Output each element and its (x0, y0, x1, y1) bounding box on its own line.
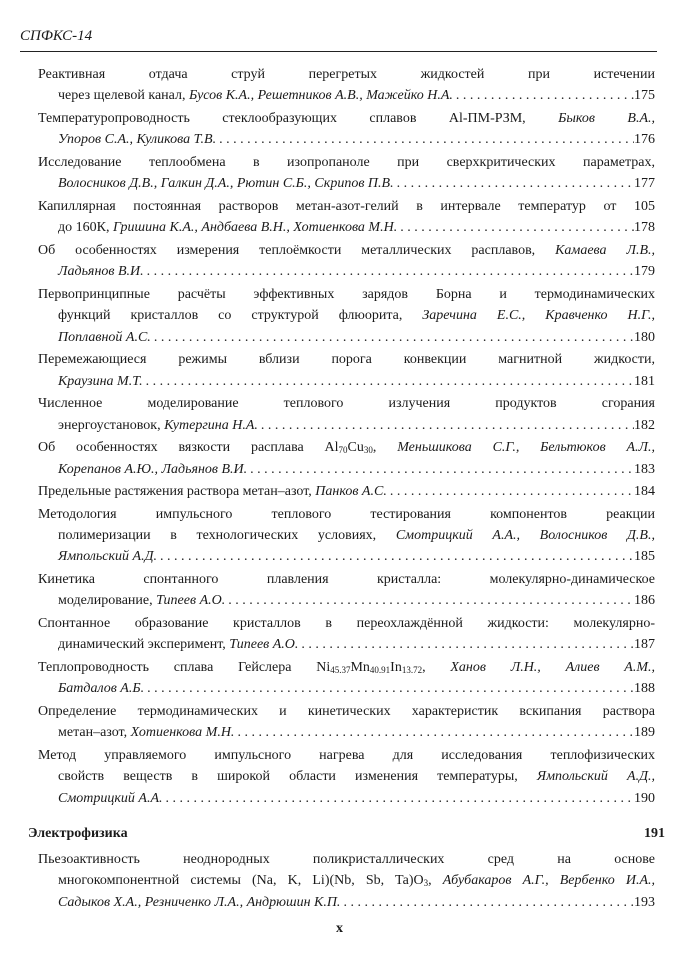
entry-page: 180 (634, 329, 655, 345)
entry-title: до 160К, (58, 220, 113, 236)
page-number: x (336, 921, 343, 936)
toc-entry[interactable] (38, 481, 655, 502)
entry-title: Метод управляемого импульсного нагрева для исследования теплофизических (38, 747, 655, 763)
entry-text (58, 371, 143, 392)
entry-page: 183 (634, 461, 655, 477)
entry-line (38, 85, 655, 106)
entry-authors: Садыков Х.А., Резниченко Л.А., Андрюшин К.П. (58, 894, 341, 910)
dot-leader (387, 481, 634, 502)
entry-text (58, 261, 144, 282)
entry-title: Первопринципные расчёты эффективных зарядов Борна и термодинамических (38, 286, 655, 302)
dot-leader (216, 129, 634, 150)
section-page: 191 (644, 826, 665, 842)
entry-title: функций кристаллов со структурой флюорита, (58, 308, 423, 324)
entry-title: , (428, 873, 443, 889)
entry-authors: Ямпольский А.Д. (58, 549, 157, 565)
entry-line (38, 173, 655, 194)
entry-page: 175 (634, 88, 655, 104)
entry-line (38, 766, 655, 787)
entry-title: метан–азот, (58, 725, 131, 741)
entry-line (38, 284, 655, 305)
dot-leader (258, 415, 634, 436)
entry-line (38, 108, 655, 129)
entry-authors: Абубакаров А.Г., Вербенко И.А., (442, 873, 656, 889)
dot-leader (298, 634, 634, 655)
entry-line (38, 849, 655, 870)
entry-title: через щелевой канал, (58, 88, 189, 104)
entry-text (58, 788, 163, 809)
entry-authors: Поплавной А.С. (58, 329, 151, 345)
entry-authors: Гришина К.А., Андбаева В.Н., Хотиенкова М.Н. (112, 220, 398, 236)
entry-title: многокомпонентной системы (Na, K, Li)(Nb, Sb, Ta)O (58, 873, 424, 889)
dot-leader (225, 590, 634, 611)
toc-entry[interactable] (38, 108, 655, 151)
entry-line (38, 196, 655, 217)
entry-title: Температуропроводность стеклообразующих сплавов Al-ПМ-РЗМ, (38, 110, 559, 126)
entry-title: Предельные растяжения раствора метан–азот, (38, 484, 316, 500)
entry-title: Об особенностях вязкости расплава Al (38, 440, 339, 456)
entry-authors: Ханов Л.Н., Алиев А.М., (450, 659, 656, 675)
entry-line (38, 590, 655, 611)
entry-authors: Типеев А.О. (156, 593, 226, 609)
entry-line (38, 152, 655, 173)
entry-line (38, 657, 655, 678)
entry-title: Кинетика спонтанного плавления кристалла: молекулярно-динамическое (38, 572, 655, 588)
entry-page: 176 (634, 132, 655, 148)
dot-leader (234, 722, 634, 743)
toc-entries (38, 64, 655, 809)
toc-entry[interactable] (38, 393, 655, 436)
entry-line (38, 569, 655, 590)
entry-text (58, 634, 298, 655)
entry-text (58, 217, 397, 238)
entry-line (38, 870, 655, 891)
toc-entry[interactable] (38, 849, 655, 913)
entry-title: Численное моделирование теплового излучения продуктов сгорания (38, 396, 655, 412)
subscript: 70 (338, 445, 348, 456)
entry-title: In (390, 659, 402, 675)
dot-leader (143, 371, 634, 392)
entry-title: энергоустановок, (58, 417, 165, 433)
entry-line (38, 349, 655, 370)
subscript: 40.91 (369, 664, 391, 675)
entry-line (38, 745, 655, 766)
entry-line (38, 634, 655, 655)
entry-title: Спонтанное образование кристаллов в переохлаждённой жидкости: молекулярно- (38, 616, 655, 632)
entry-authors: Смотрицкий А.А., Волосников Д.В., (395, 528, 655, 544)
entry-page: 184 (634, 484, 655, 500)
entry-authors: Ямпольский А.Д., (536, 769, 656, 785)
entry-page: 177 (634, 176, 655, 192)
entry-authors: Камаева Л.В., (555, 242, 655, 258)
entry-line (38, 892, 655, 913)
entry-title: Перемежающиеся режимы вблизи порога конвекции магнитной жидкости, (38, 352, 655, 368)
entry-page: 182 (634, 417, 655, 433)
dot-leader (144, 261, 634, 282)
dot-leader (163, 788, 634, 809)
entry-authors: Корепанов А.Ю., Ладьянов В.И. (58, 461, 248, 477)
entry-title: динамический эксперимент, (58, 637, 230, 653)
entry-text (38, 481, 387, 502)
entry-line (38, 678, 655, 699)
toc-entry[interactable] (38, 64, 655, 107)
entry-line (38, 371, 655, 392)
entry-text (58, 590, 225, 611)
entry-authors: Смотрицкий А.А. (58, 790, 163, 806)
toc-entries (38, 849, 655, 913)
entry-authors: Ладьянов В.И. (58, 264, 144, 280)
entry-line (38, 504, 655, 525)
entry-authors: Краузина М.Т. (58, 373, 143, 389)
entry-line (38, 129, 655, 150)
toc-entry[interactable] (38, 569, 655, 612)
entry-title: Mn (350, 659, 370, 675)
toc-entry[interactable] (38, 701, 655, 744)
dot-leader (453, 85, 634, 106)
entry-line (38, 415, 655, 436)
entry-line (38, 525, 655, 546)
entry-text (58, 892, 340, 913)
entry-line (38, 305, 655, 326)
toc-entry[interactable] (38, 349, 655, 392)
entry-line (38, 722, 655, 743)
toc-entry[interactable] (38, 745, 655, 809)
entry-text (58, 327, 151, 348)
toc-entry[interactable] (38, 437, 655, 480)
dot-leader (340, 892, 634, 913)
entry-line (38, 481, 655, 502)
entry-authors: Меньшикова С.Г., Бельтюков А.Л., (397, 440, 655, 456)
entry-title: Исследование теплообмена в изопропаноле при сверхкритических параметрах, (38, 154, 655, 170)
entry-title: , (422, 659, 451, 675)
entry-line (38, 788, 655, 809)
entry-authors: Быков В.А., (558, 110, 656, 126)
toc-entry[interactable] (38, 196, 655, 239)
entry-page: 188 (634, 681, 655, 697)
entry-authors: Кутергина Н.А. (164, 417, 258, 433)
entry-page: 186 (634, 593, 655, 609)
entry-text (58, 722, 234, 743)
entry-title: полимеризации в технологических условиях, (58, 528, 396, 544)
entry-text (58, 173, 394, 194)
dot-leader (144, 678, 634, 699)
entry-line (38, 613, 655, 634)
entry-title: свойств веществ в широкой области изменения температуры, (58, 769, 537, 785)
entry-title: Методология импульсного теплового тестирования компонентов реакции (38, 506, 655, 522)
entry-authors: Заречина Е.С., Кравченко Н.Г., (422, 308, 655, 324)
dot-leader (247, 459, 634, 480)
subscript: 3 (423, 878, 429, 889)
entry-authors: Волосников Д.В., Галкин Д.А., Рютин С.Б., Скрипов П.В. (58, 176, 394, 192)
entry-page: 190 (634, 790, 655, 806)
entry-page: 179 (634, 264, 655, 280)
entry-page: 187 (634, 637, 655, 653)
entry-text (58, 415, 258, 436)
entry-authors: Типеев А.О. (229, 637, 299, 653)
section-heading[interactable] (28, 823, 665, 845)
entry-text (58, 678, 144, 699)
subscript: 45.37 (330, 664, 351, 675)
toc-entry[interactable] (38, 504, 655, 568)
entry-authors: Упоров С.А., Куликова Т.В. (58, 132, 217, 148)
toc-entry[interactable] (38, 152, 655, 195)
entry-line (38, 701, 655, 722)
entry-text (58, 85, 453, 106)
toc-entry[interactable] (38, 284, 655, 348)
section-title: Электрофизика (28, 826, 128, 842)
entry-line (38, 240, 655, 261)
entry-line (38, 437, 655, 458)
dot-leader (151, 327, 634, 348)
entry-page: 193 (634, 894, 655, 910)
dot-leader (397, 217, 634, 238)
entry-title: Об особенностях измерения теплоёмкости металлических расплавов, (38, 242, 556, 258)
entry-line (38, 393, 655, 414)
entry-authors: Батдалов А.Б. (58, 681, 145, 697)
entry-line (38, 459, 655, 480)
entry-line (38, 64, 655, 85)
header-rule (20, 51, 657, 52)
entry-page: 185 (634, 549, 655, 565)
entry-text (58, 459, 247, 480)
running-header: СПФКС-14 (20, 28, 93, 44)
table-of-contents (28, 64, 665, 914)
entry-title: моделирование, (58, 593, 157, 609)
entry-title: Капиллярная постоянная растворов метан-азот-гелий в интервале температур от 105 (38, 198, 655, 214)
entry-title: Пьезоактивность неоднородных поликристаллических сред на основе (38, 852, 655, 868)
subscript: 30 (363, 445, 373, 456)
entry-authors: Панков А.С. (315, 484, 387, 500)
dot-leader (157, 546, 634, 567)
entry-line (38, 261, 655, 282)
entry-text (58, 129, 216, 150)
toc-entry[interactable] (38, 657, 655, 700)
entry-authors: Хотиенкова М.Н. (130, 725, 235, 741)
toc-entry[interactable] (38, 613, 655, 656)
entry-page: 181 (634, 373, 655, 389)
subscript: 13.72 (401, 664, 423, 675)
toc-entry[interactable] (38, 240, 655, 283)
entry-title: Cu (347, 440, 364, 456)
dot-leader (394, 173, 634, 194)
entry-line (38, 217, 655, 238)
entry-title: Реактивная отдача струй перегретых жидкостей при истечении (38, 67, 655, 82)
entry-page: 189 (634, 725, 655, 741)
entry-page: 178 (634, 220, 655, 236)
entry-title: Теплопроводность сплава Гейслера Ni (38, 659, 331, 675)
entry-title: , (372, 440, 398, 456)
entry-line (38, 546, 655, 567)
entry-text (58, 546, 157, 567)
entry-line (38, 327, 655, 348)
entry-title: Определение термодинамических и кинетических характеристик вскипания раствора (38, 703, 655, 719)
entry-authors: Бусов К.А., Решетников А.В., Мажейко Н.А. (189, 88, 453, 104)
